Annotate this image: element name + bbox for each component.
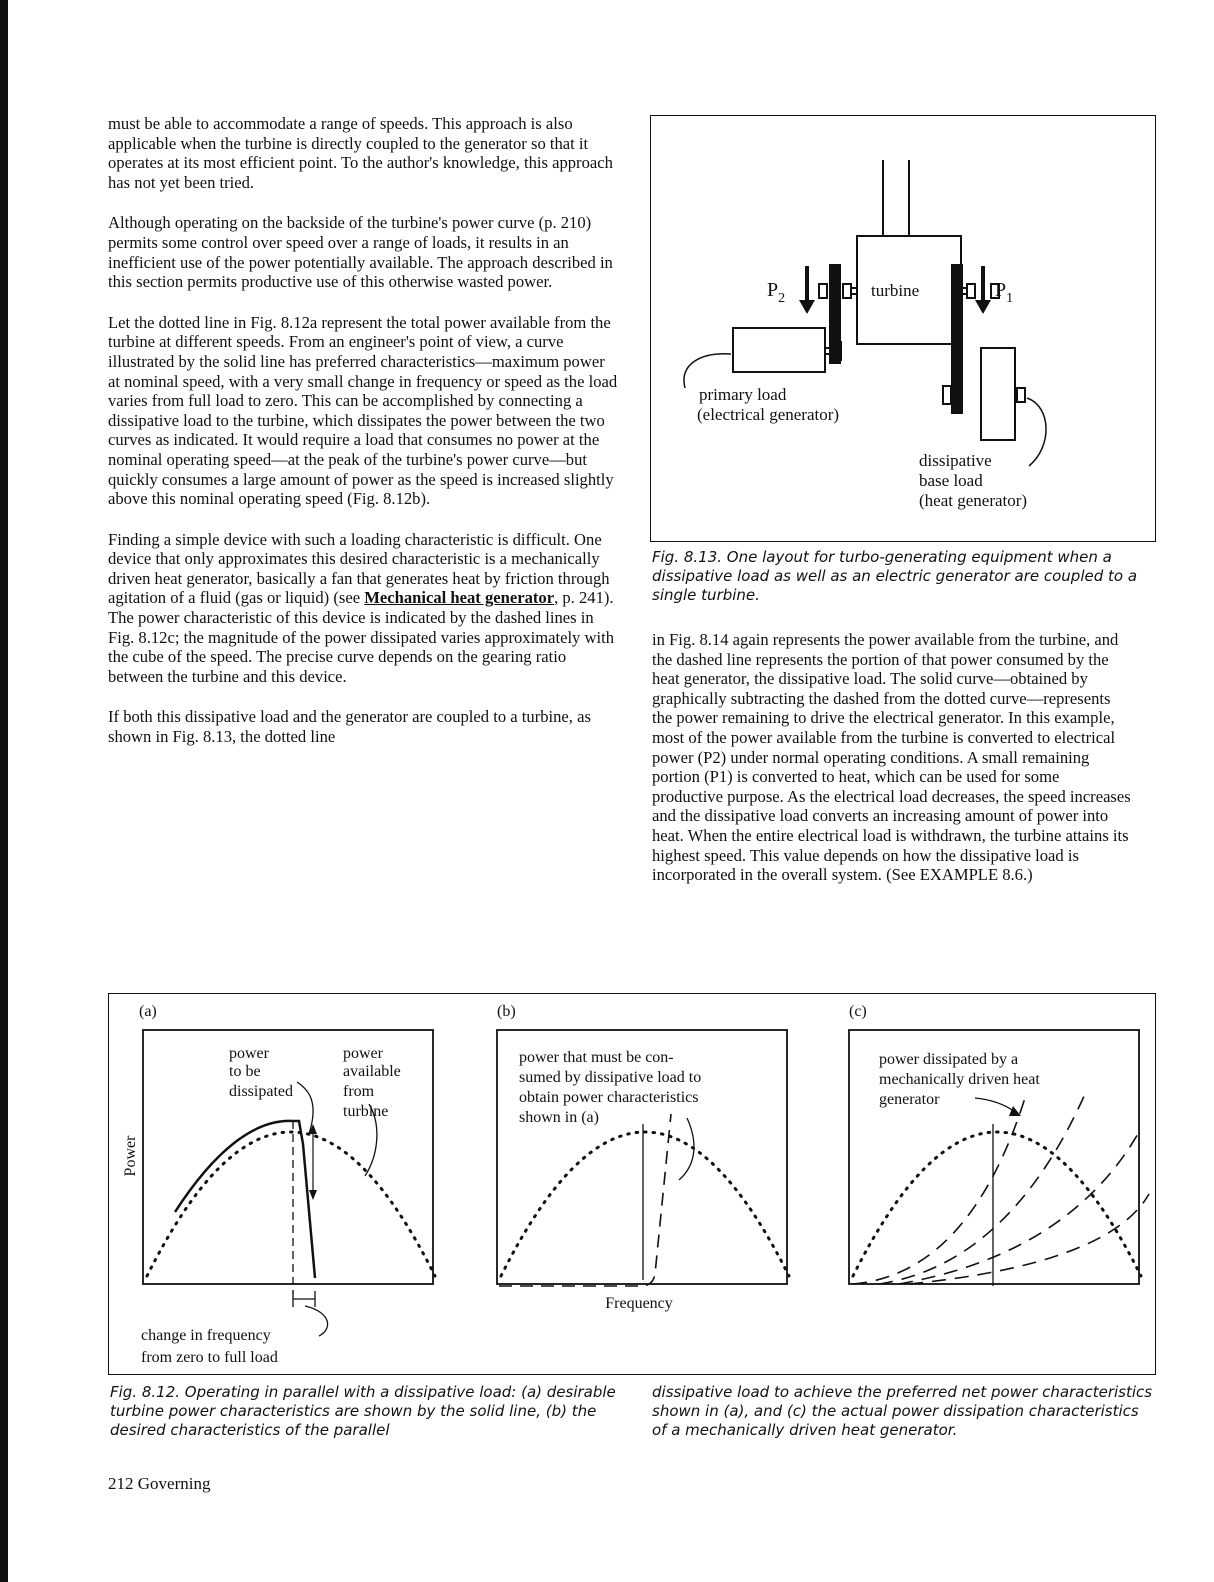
- power-available-2: available: [343, 1063, 401, 1080]
- right-belt: [951, 264, 963, 414]
- panel-b-dissipative-curve: [499, 1114, 671, 1286]
- left-belt: [829, 264, 841, 364]
- power-frequency-plots: [109, 994, 1155, 1374]
- x-axis-label: Frequency: [605, 1295, 673, 1312]
- dissipative-label: dissipative: [919, 451, 992, 470]
- panel-a-label: (a): [139, 1003, 157, 1020]
- panel-c-frame: [849, 1030, 1139, 1284]
- page-footer: 212 Governing: [108, 1474, 211, 1493]
- paragraph-4: Finding a simple device with such a loading characteristic is difficult. One device that only approximates this desired characteristic is a mechanically driven heat generator, basically a fan that generates heat by friction through agitation of a fluid (gas or liquid) (see Mechanical heat generator, p. 241). The power characteristic of this device is indicated by the dashed lines in Fig. 8.12c; the magnitude of the power dissipated varies approximately with the cube of the speed. The precise curve depends on the gearing ratio between the turbine and this device.: [108, 529, 614, 686]
- heat-generator-curve-4: [909, 1194, 1149, 1284]
- base-load-label: base load: [919, 471, 983, 490]
- panel-a-available-power-curve: [147, 1132, 435, 1276]
- change-in-frequency-1: change in frequency: [141, 1327, 271, 1344]
- panel-a-preferred-curve: [175, 1121, 315, 1278]
- figure-8-13: [650, 115, 1156, 542]
- panel-b-text-1: power that must be con-: [519, 1049, 674, 1066]
- turbine-layout-diagram: [651, 116, 1155, 541]
- y-axis-label: Power: [122, 1135, 139, 1177]
- power-to-be-dissipated-2: to be: [229, 1063, 261, 1080]
- figure-8-12-caption-right: dissipative load to achieve the preferred net power characteristics shown in (a), and (c) the actual power dissipation characteristics of a mechanically driven heat generator.: [652, 1383, 1153, 1439]
- generator-box: [733, 328, 825, 372]
- p2-label: $P_2$: [767, 279, 786, 306]
- paragraph-1: must be able to accommodate a range of speeds. This approach is also applicable when the turbine is directly coupled to the generator so that it operates at its most efficient point. To the author's knowledge, this approach has not yet been tried.: [108, 114, 613, 192]
- panel-b-text-4: shown in (a): [519, 1109, 599, 1126]
- right-column: [652, 630, 1132, 906]
- heat-generator-box: [981, 348, 1015, 440]
- panel-b-text-3: obtain power characteristics: [519, 1089, 699, 1106]
- panel-c-text-2: mechanically driven heat: [879, 1071, 1040, 1088]
- scan-edge: [0, 0, 8, 1582]
- heat-generator-curve-2: [879, 1094, 1085, 1284]
- turbine-label: turbine: [871, 281, 920, 300]
- p1-label: $P_1$: [995, 279, 1014, 306]
- figure-8-12-caption-left: Fig. 8.12. Operating in parallel with a dissipative load: (a) desirable turbine power characteristics are shown by the solid line, (b) the desired characteristics of the parallel: [110, 1383, 616, 1439]
- panel-b-text-2: sumed by dissipative load to: [519, 1069, 702, 1086]
- panel-c-text-3: generator: [879, 1091, 940, 1108]
- mechanical-heat-generator-link[interactable]: Mechanical heat generator: [364, 588, 555, 608]
- figure-8-12: [108, 993, 1156, 1375]
- power-to-be-dissipated-3: dissipated: [229, 1083, 293, 1100]
- change-in-frequency-2: from zero to full load: [141, 1349, 278, 1366]
- paragraph-3: Let the dotted line in Fig. 8.12a represent the total power available from the turbine at different speeds. From an engineer's point of view, a curve illustrated by the solid line has preferred characteristics—maximum power at nominal speed, with a very small change in frequency or speed as the load varies from full load to zero. This can be accomplished by connecting a dissipative load to the turbine, which dissipates the power between the two curves as indicated. It would require a load that consumes no power at the nominal operating speed—at the peak of the turbine's power curve—but quickly consumes a large amount of power as the speed is increased slightly above this nominal operating speed (Fig. 8.12b).: [108, 312, 618, 509]
- left-column: [108, 114, 618, 768]
- power-available-3: from: [343, 1083, 375, 1100]
- power-available-4: turbine: [343, 1103, 389, 1120]
- right-paragraph-1: in Fig. 8.14 again represents the power available from the turbine, and the dashed line represents the portion of that power consumed by the heat generator, the dissipative load. The solid curve—obtained by graphically subtracting the dashed from the dotted curve—represents the power remaining to drive the electrical generator. In this example, most of the power available from the turbine is converted to electrical power (P2) under normal operating conditions. A small remaining portion (P1) is converted to heat, which can be used for some productive purpose. As the electrical load decreases, the speed increases and the dissipative load converts an increasing amount of power into heat. When the entire electrical load is withdrawn, the turbine attains its highest speed. This value depends on how the dissipative load is incorporated in the overall system. (See EXAMPLE 8.6.): [652, 630, 1131, 885]
- heat-generator-label: (heat generator): [919, 491, 1028, 510]
- panel-c-available-power-curve: [853, 1132, 1141, 1276]
- power-to-be-dissipated-1: power: [229, 1045, 269, 1062]
- panel-c-text-1: power dissipated by a: [879, 1051, 1019, 1068]
- panel-b-label: (b): [497, 1003, 516, 1020]
- panel-c-label: (c): [849, 1003, 867, 1020]
- panel-b-available-power-curve: [501, 1132, 789, 1276]
- figure-8-13-caption: Fig. 8.13. One layout for turbo-generating equipment when a dissipative load as well as an electric generator are coupled to a single turbine.: [652, 548, 1138, 604]
- power-available-1: power: [343, 1045, 383, 1062]
- heat-generator-curve-1: [853, 1098, 1025, 1284]
- paragraph-2: Although operating on the backside of the turbine's power curve (p. 210) permits some control over speed over a range of loads, it results in an inefficient use of the power potentially available. The approach described in this section permits productive use of this otherwise wasted power.: [108, 213, 613, 292]
- primary-load-label: primary load: [699, 385, 787, 404]
- electrical-generator-label: (electrical generator): [697, 405, 840, 424]
- paragraph-5: If both this dissipative load and the generator are coupled to a turbine, as shown in Fig. 8.13, the dotted line: [108, 707, 591, 747]
